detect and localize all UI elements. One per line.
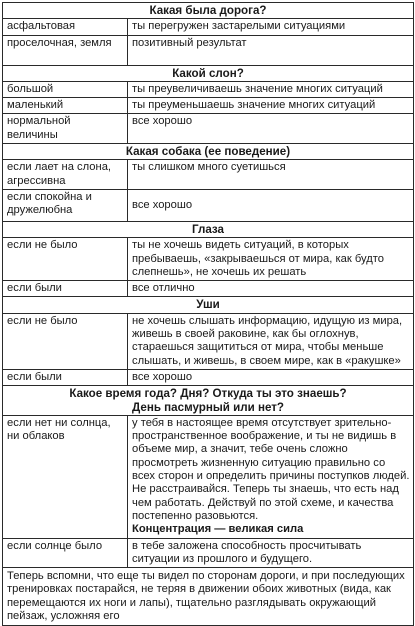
condition-cell: если солнце было [3, 538, 128, 568]
heading-line: День пасмурный или нет? [131, 400, 285, 414]
section-heading-season [3, 386, 414, 416]
motto-text: Концентрация — великая сила [132, 523, 304, 536]
footer-row [3, 568, 414, 626]
meaning-cell: ты преуменьшаешь значение многих ситуаций [128, 98, 414, 114]
table-row [3, 313, 414, 369]
condition-cell: если были [3, 281, 128, 297]
section-heading-road: Какая была дорога? [3, 3, 414, 19]
meaning-cell: ты преувеличиваешь значение многих ситуаций [128, 81, 414, 97]
condition-cell: если спокойна и дружелюбна [3, 189, 128, 221]
section-heading-dog: Какая собака (ее поведение) [3, 144, 414, 160]
table-row [3, 189, 414, 221]
meaning-text: у тебя в настоящее время отсутствует зрительно-пространственное воображение, и ты не видишь в объеме мир, а значит, тебе очень сложно просмотреть жизненную ситуацию правильно со всех сторон и определить причины поступков людей. [132, 416, 410, 483]
meaning-cell: не хочешь слышать информацию, идущую из мира, живешь в своей раковине, как бы оглохнув, стараешься защититься от мира, чтобы меньше слышать, и живешь, в своем мире, как в «ракушке» [128, 313, 414, 369]
table-row [3, 160, 414, 190]
condition-cell: проселочная, земля [3, 35, 128, 65]
condition-cell: если нет ни солнца, ни облаков [3, 415, 128, 538]
meaning-cell: в тебе заложена способность просчитывать ситуации из прошлого и будущего. [128, 538, 414, 568]
table-row [3, 114, 414, 144]
table-row [3, 19, 414, 35]
table-row [3, 81, 414, 97]
meaning-cell: ты слишком много суетишься [128, 160, 414, 190]
table-row [3, 415, 414, 538]
footer-note: Теперь вспомни, что еще ты видел по сторонам дороги, и при последующих тренировках постарайся, не теряя в движении обоих животных (вида, как перемещаются их ноги и лапы), тщательно разглядывать окружающий пейзаж, усложняя его [3, 568, 414, 626]
meaning-cell: ты не хочешь видеть ситуаций, в которых пребываешь, «закрываешься от мира, как будто слепнешь», не хочешь их решать [128, 238, 414, 281]
condition-cell: большой [3, 81, 128, 97]
advice-text: Не расстраивайся. Теперь ты знаешь, что есть над чем работать. Действуй по этой схеме, и качества постепенно разовьются. [132, 483, 399, 522]
meaning-cell [128, 415, 414, 538]
table-row [3, 35, 414, 65]
meaning-cell: ты перегружен застарелыми ситуациями [128, 19, 414, 35]
table-row [3, 281, 414, 297]
section-heading-eyes: Глаза [3, 221, 414, 237]
condition-cell: если были [3, 369, 128, 385]
section-heading-elephant: Какой слон? [3, 65, 414, 81]
condition-cell: если не было [3, 238, 128, 281]
table-row [3, 369, 414, 385]
condition-cell: если лает на слона, агрессивна [3, 160, 128, 190]
condition-cell: асфальтовая [3, 19, 128, 35]
condition-cell: если не было [3, 313, 128, 369]
table-row [3, 538, 414, 568]
heading-line: Какое время года? Дня? Откуда ты это знаешь? [69, 387, 347, 401]
meaning-cell: все хорошо [128, 189, 414, 221]
meaning-cell: все хорошо [128, 114, 414, 144]
meaning-cell: позитивный результат [128, 35, 414, 65]
section-heading-ears: Уши [3, 297, 414, 313]
condition-cell: маленький [3, 98, 128, 114]
table-row [3, 98, 414, 114]
table-row [3, 238, 414, 281]
interpretation-table [2, 2, 414, 626]
condition-cell: нормальной величины [3, 114, 128, 144]
meaning-cell: все отлично [128, 281, 414, 297]
meaning-cell: все хорошо [128, 369, 414, 385]
